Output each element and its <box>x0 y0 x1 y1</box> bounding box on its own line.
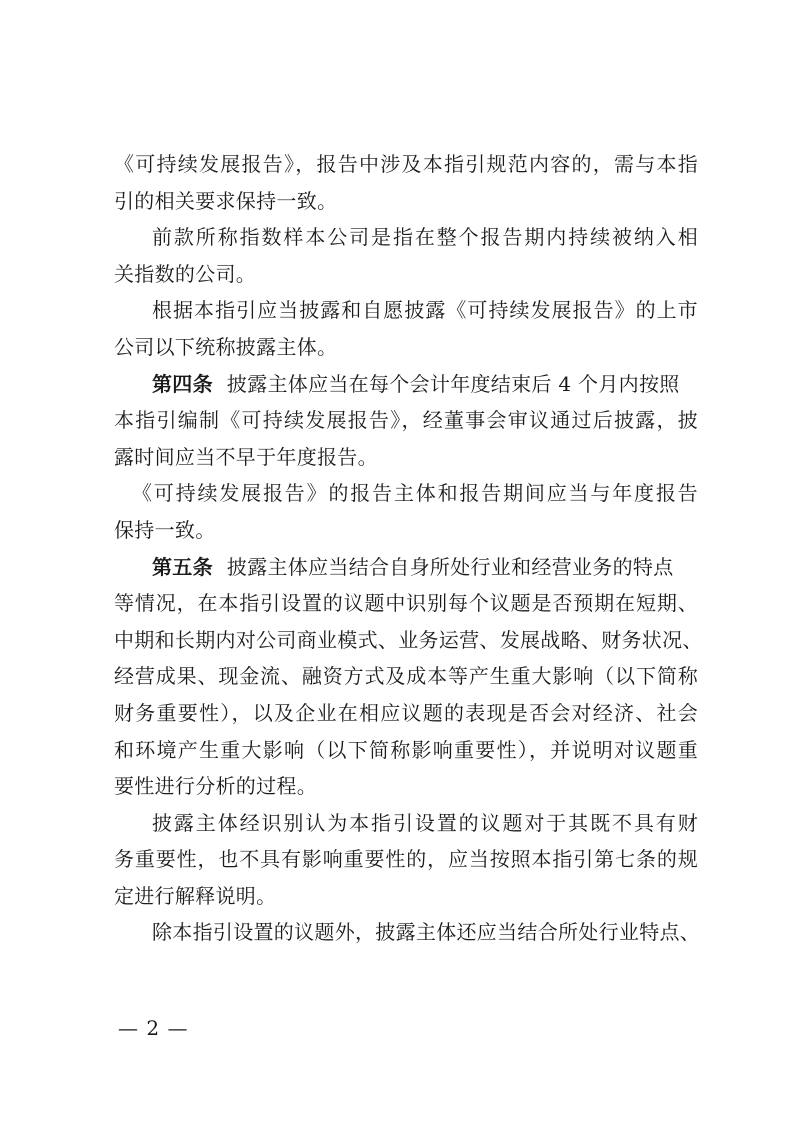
text-line: 和环境产生重大影响（以下简称影响重要性），并说明对议题重 <box>114 737 698 762</box>
text-line: 露时间应当不早于年度报告。 <box>114 444 378 469</box>
text-line: 《可持续发展报告》，报告中涉及本指引规范内容的，需与本指 <box>114 152 698 176</box>
article-4-label: 第四条 <box>152 371 213 396</box>
text-line: 等情况，在本指引设置的议题中识别每个议题是否预期在短期、 <box>114 591 698 616</box>
text-line: 要性进行分析的过程。 <box>114 774 317 799</box>
text-line: 引的相关要求保持一致。 <box>114 188 338 213</box>
article-5-label: 第五条 <box>152 554 213 579</box>
page-number: — 2 — <box>118 1016 189 1040</box>
text-line: 中期和长期内对公司商业模式、业务运营、发展战略、财务状况、 <box>114 627 703 652</box>
text-line: 公司以下统称披露主体。 <box>114 334 338 359</box>
text-line: 本指引编制《可持续发展报告》，经董事会审议通过后披露，披 <box>114 408 698 433</box>
text-line: 务重要性，也不具有影响重要性的，应当按照本指引第七条的规 <box>114 847 698 872</box>
text-line: 关指数的公司。 <box>114 261 257 286</box>
text-line: 披露主体应当在每个会计年度结束后 4 个月内按照 <box>226 371 680 396</box>
text-line: 披露主体应当结合自身所处行业和经营业务的特点 <box>226 554 674 579</box>
text-line: 财务重要性），以及企业在相应议题的表现是否会对经济、社会 <box>114 700 698 725</box>
article-5-first-line <box>114 549 698 586</box>
text-line: 《可持续发展报告》的报告主体和报告期间应当与年度报告 <box>132 481 698 506</box>
text-line: 除本指引设置的议题外，披露主体还应当结合所处行业特点、 <box>152 920 701 945</box>
document-body <box>114 146 703 951</box>
text-line: 披露主体经识别认为本指引设置的议题对于其既不具有财 <box>152 810 698 835</box>
text-line: 定进行解释说明。 <box>114 883 277 908</box>
text-line: 前款所称指数样本公司是指在整个报告期内持续被纳入相 <box>152 225 698 250</box>
text-line: 经营成果、现金流、融资方式及成本等产生重大影响（以下简称 <box>114 664 698 689</box>
text-line: 保持一致。 <box>114 517 216 542</box>
article-4-first-line <box>114 366 698 403</box>
text-line: 根据本指引应当披露和自愿披露《可持续发展报告》的上市 <box>152 298 698 323</box>
